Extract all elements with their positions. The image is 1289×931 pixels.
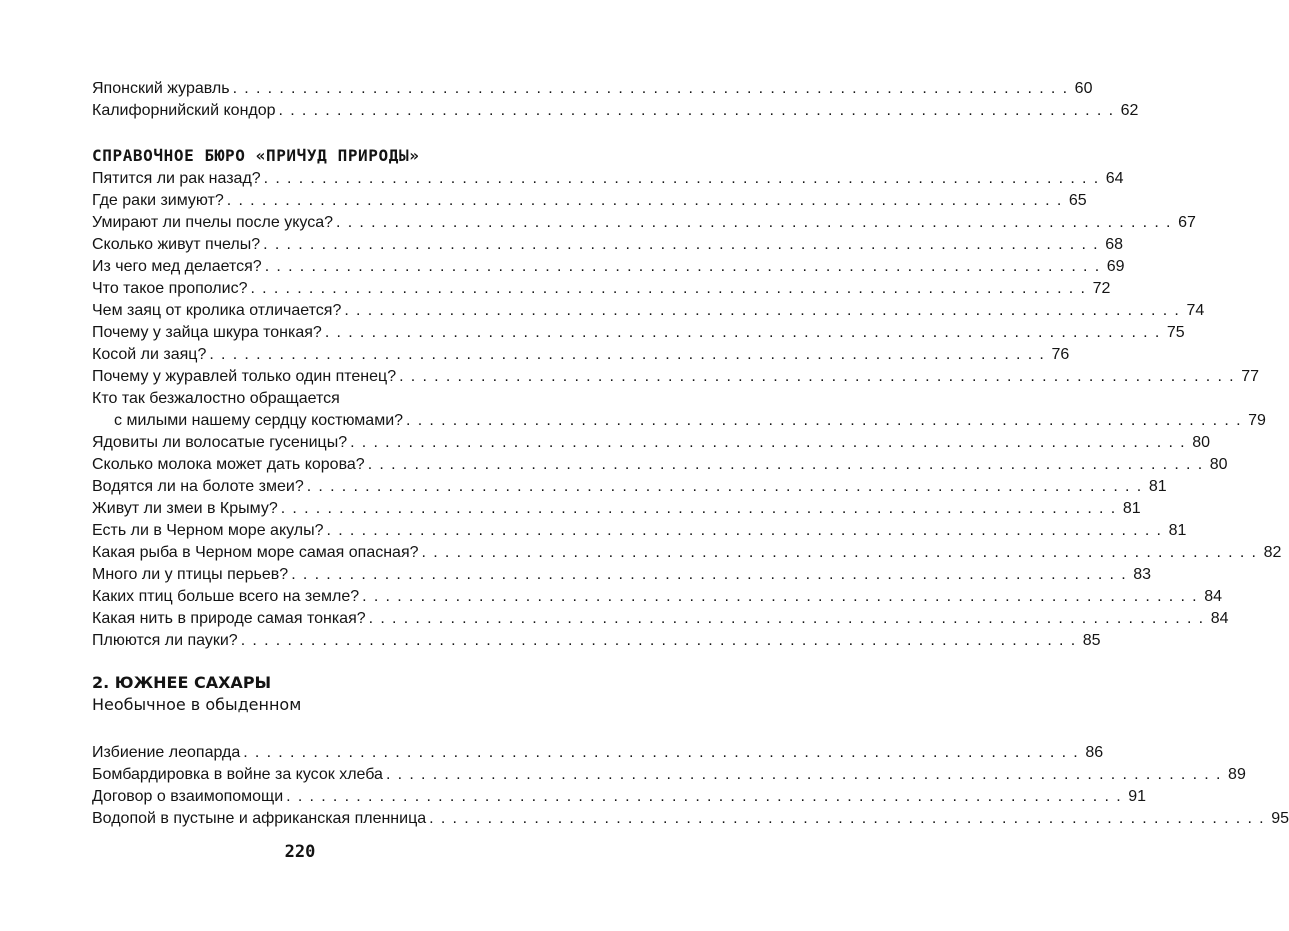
dot-leader xyxy=(406,410,1242,432)
toc-entry-page: 86 xyxy=(1085,744,1104,761)
toc-entry-page: 81 xyxy=(1122,500,1141,517)
dot-leader xyxy=(344,300,1180,322)
toc-entry-title: Умирают ли пчелы после укуса? xyxy=(92,214,334,231)
toc-entry-title: Бомбардировка в войне за кусок хлеба xyxy=(92,766,383,783)
toc-entry-page: 84 xyxy=(1204,588,1223,605)
toc-entry-page: 65 xyxy=(1068,192,1087,209)
toc-entry-title-line1: Кто так безжалостно обращается xyxy=(92,390,340,407)
toc-entry-title: Договор о взаимопомощи xyxy=(92,788,284,805)
toc-entry[interactable] xyxy=(92,498,1141,520)
toc-entry[interactable] xyxy=(92,564,1152,586)
toc-entry-title: Калифорнийский кондор xyxy=(92,102,276,119)
toc-entry-title: Где раки зимуют? xyxy=(92,192,224,209)
dot-leader xyxy=(327,520,1163,542)
dot-leader xyxy=(233,78,1069,100)
toc-entry-page: 74 xyxy=(1186,302,1205,319)
dot-leader xyxy=(227,190,1063,212)
dot-leader xyxy=(362,586,1198,608)
toc-entry-page: 80 xyxy=(1192,434,1210,451)
toc-entry-page: 89 xyxy=(1228,766,1246,783)
dot-leader xyxy=(264,168,1100,190)
toc-entry-page: 72 xyxy=(1092,280,1111,297)
toc-entry[interactable] xyxy=(92,454,1228,476)
dot-leader xyxy=(279,100,1115,122)
toc-entry-title: Почему у зайца шкура тонкая? xyxy=(92,324,322,341)
toc-entry-page: 82 xyxy=(1263,544,1282,561)
toc-entry-wrapped[interactable] xyxy=(92,388,1266,432)
section-entries xyxy=(92,168,1282,652)
toc-entry[interactable] xyxy=(92,786,1147,808)
toc-entry-title: Пятится ли рак назад? xyxy=(92,170,261,187)
dot-leader xyxy=(281,498,1117,520)
toc-entry-title: Что такое прополис? xyxy=(92,280,248,297)
toc-entry-page: 69 xyxy=(1106,258,1125,275)
toc-entry-title: Избиение леопарда xyxy=(92,744,241,761)
toc-entry-page: 75 xyxy=(1166,324,1185,341)
dot-leader xyxy=(286,786,1122,808)
dot-leader xyxy=(291,564,1127,586)
toc-entry[interactable] xyxy=(92,366,1259,388)
chapter-heading: 2. ЮЖНЕЕ САХАРЫ xyxy=(92,673,272,692)
toc-entry-title: Сколько живут пчелы? xyxy=(92,236,261,253)
toc-entry[interactable] xyxy=(92,764,1246,786)
dot-leader xyxy=(307,476,1143,498)
toc-entry[interactable] xyxy=(92,234,1124,256)
toc-entry-title: Водятся ли на болоте змеи? xyxy=(92,478,304,495)
toc-entry-page: 62 xyxy=(1120,102,1139,119)
toc-entry-page: 80 xyxy=(1209,456,1228,473)
toc-entry[interactable] xyxy=(92,256,1125,278)
chapter-entries xyxy=(92,742,1289,830)
toc-entry-title: Чем заяц от кролика отличается? xyxy=(92,302,342,319)
dot-leader xyxy=(241,630,1077,652)
dot-leader xyxy=(243,742,1079,764)
toc-entry-title: Сколько молока может дать корова? xyxy=(92,456,365,473)
toc-entry[interactable] xyxy=(92,520,1187,542)
toc-entry-page: 64 xyxy=(1105,170,1124,187)
dot-leader xyxy=(399,366,1235,388)
toc-entry-title: Почему у журавлей только один птенец? xyxy=(92,368,397,385)
toc-entry-page: 81 xyxy=(1148,478,1167,495)
top-entries xyxy=(92,78,1139,122)
toc-entry-title: Живут ли змеи в Крыму? xyxy=(92,500,278,517)
toc-entry-page: 68 xyxy=(1105,236,1124,253)
toc-entry-page: 77 xyxy=(1241,368,1259,385)
toc-entry[interactable] xyxy=(92,322,1185,344)
toc-entry-page: 67 xyxy=(1178,214,1196,231)
toc-entry-title-line2: с милыми нашему сердцу костюмами? xyxy=(114,412,404,429)
toc-entry-page: 83 xyxy=(1133,566,1152,583)
toc-entry-page: 79 xyxy=(1248,412,1266,429)
dot-leader xyxy=(369,608,1205,630)
toc-entry[interactable] xyxy=(92,808,1289,830)
toc-entry-title: Японский журавль xyxy=(92,80,230,97)
toc-entry[interactable] xyxy=(92,190,1087,212)
dot-leader xyxy=(422,542,1258,564)
dot-leader xyxy=(325,322,1161,344)
dot-leader xyxy=(265,256,1101,278)
toc-entry[interactable] xyxy=(92,586,1223,608)
toc-entry-title: Плюются ли пауки? xyxy=(92,632,238,649)
toc-entry[interactable] xyxy=(92,278,1111,300)
toc-entry-title: Водопой в пустыне и африканская пленница xyxy=(92,810,427,827)
toc-entry-page: 84 xyxy=(1210,610,1229,627)
toc-entry-continuation xyxy=(92,410,1266,432)
section-heading: СПРАВОЧНОЕ БЮРО «ПРИЧУД ПРИРОДЫ» xyxy=(92,146,420,165)
toc-entry-title: Много ли у птицы перьев? xyxy=(92,566,289,583)
page-number: 220 xyxy=(284,842,316,862)
toc-entry-page: 85 xyxy=(1082,632,1101,649)
toc-entry-title: Какая рыба в Черном море самая опасная? xyxy=(92,544,419,561)
toc-entry-page: 81 xyxy=(1168,522,1187,539)
toc-entry[interactable] xyxy=(92,344,1070,366)
table-of-contents xyxy=(92,78,1289,830)
toc-entry-page: 91 xyxy=(1128,788,1147,805)
toc-entry[interactable] xyxy=(92,432,1210,454)
toc-entry-title: Ядовиты ли волосатые гусеницы? xyxy=(92,434,348,451)
toc-entry-page: 60 xyxy=(1074,80,1093,97)
toc-entry[interactable] xyxy=(92,300,1205,322)
toc-entry-title: Из чего мед делается? xyxy=(92,258,262,275)
dot-leader xyxy=(429,808,1265,830)
toc-entry-title: Какая нить в природе самая тонкая? xyxy=(92,610,366,627)
dot-leader xyxy=(336,212,1172,234)
dot-leader xyxy=(250,278,1086,300)
chapter-subtitle: Необычное в обыденном xyxy=(92,695,302,714)
toc-entry[interactable] xyxy=(92,630,1101,652)
dot-leader xyxy=(386,764,1222,786)
dot-leader xyxy=(350,432,1186,454)
toc-entry[interactable] xyxy=(92,742,1104,764)
dot-leader xyxy=(209,344,1045,366)
toc-entry[interactable] xyxy=(92,608,1229,630)
toc-entry[interactable] xyxy=(92,476,1167,498)
toc-entry[interactable] xyxy=(92,100,1139,122)
toc-entry-page: 95 xyxy=(1271,810,1289,827)
dot-leader xyxy=(368,454,1204,476)
toc-entry-title: Косой ли заяц? xyxy=(92,346,207,363)
toc-entry[interactable] xyxy=(92,212,1196,234)
toc-entry-page: 76 xyxy=(1051,346,1070,363)
toc-entry-title: Есть ли в Черном море акулы? xyxy=(92,522,324,539)
toc-entry[interactable] xyxy=(92,542,1282,564)
dot-leader xyxy=(263,234,1099,256)
toc-entry[interactable] xyxy=(92,78,1093,100)
toc-entry[interactable] xyxy=(92,168,1124,190)
toc-entry-title: Каких птиц больше всего на земле? xyxy=(92,588,360,605)
